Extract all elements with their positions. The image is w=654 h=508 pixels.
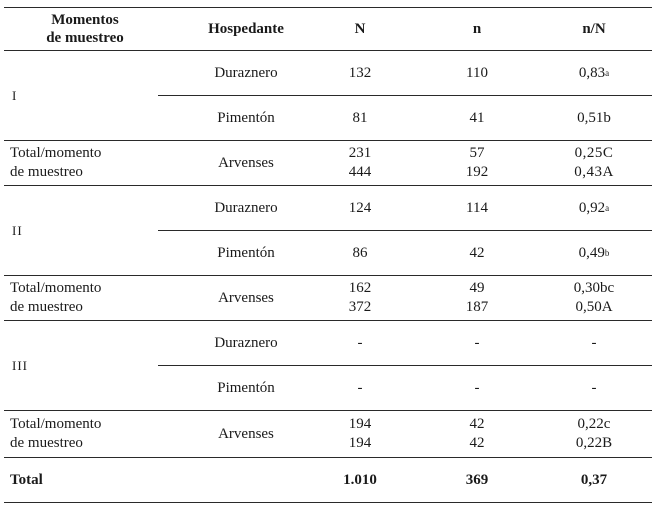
table-row-total [4,411,652,457]
table-row-grand-total [4,458,652,502]
N-value: 444 [348,164,372,180]
total-label-line2: de muestreo [10,299,83,315]
N-value: 194 [348,435,372,451]
ratio-value: 0,92 [578,199,606,216]
total-label-line2: de muestreo [10,164,83,180]
n-cell: 110 [466,64,488,81]
n-value: 187 [465,299,489,315]
grand-total-N: 1.010 [343,471,377,488]
host-cell: Duraznero [214,199,278,216]
grand-total-label: Total [10,471,43,488]
n-value: 42 [469,435,485,451]
ratio-value: 0,22c [577,416,611,432]
N-cell: 81 [352,109,368,126]
n-cell [419,276,535,320]
N-cell [304,276,416,320]
n-cell: 114 [466,199,488,216]
ratio-cell [539,276,649,320]
N-value: 372 [348,299,372,315]
ratio-cell: 0,92 a [578,199,610,216]
n-cell: - [474,379,480,396]
table-row [4,96,652,140]
ratio-value: 0,43A [574,164,614,180]
host-cell: Duraznero [214,334,278,351]
host-cell: Arvenses [218,154,274,171]
header-momentos-line1: Momentos [51,12,119,28]
moment-label: III [12,357,28,373]
total-label-line2: de muestreo [10,435,83,451]
table-bottom-rule [4,502,652,503]
total-label-line1: Total/momento [10,416,102,432]
total-label [10,411,160,457]
total-label [10,276,160,320]
ratio-cell: 0,51b [577,109,611,126]
n-value: 42 [469,416,485,432]
ratio-value: 0,30bc [573,280,615,296]
table-row [4,366,652,410]
table-row-total [4,141,652,185]
table-row-total [4,276,652,320]
header-ratio: n/N [582,20,606,37]
moment-label: I [12,87,18,103]
moment-label: II [12,222,23,238]
ratio-value: 0,22B [575,435,613,451]
table-row [4,231,652,275]
N-cell: 124 [348,199,372,216]
N-cell: 86 [352,244,368,261]
total-label-line1: Total/momento [10,145,102,161]
ratio-cell: - [591,334,597,351]
ratio-cell: - [591,379,597,396]
ratio-value: 0,50A [575,299,613,315]
n-cell: - [474,334,480,351]
table-header-row [4,8,652,50]
N-value: 194 [348,416,372,432]
grand-total-n: 369 [465,471,489,488]
ratio-value: 0,83 [578,64,606,81]
ratio-cell: 0,49 b [578,244,610,261]
n-cell [419,141,535,185]
n-cell [419,411,535,457]
host-cell: Pimentón [217,244,275,261]
host-cell: Pimentón [217,379,275,396]
N-value: 231 [348,145,372,161]
N-cell: - [357,334,363,351]
total-label-line1: Total/momento [10,280,102,296]
grand-total-ratio: 0,37 [580,471,608,488]
host-cell: Arvenses [218,425,274,442]
table-row [4,321,652,365]
host-cell: Duraznero [214,64,278,81]
table-row [4,51,652,95]
n-value: 49 [469,280,485,296]
N-cell: 132 [348,64,372,81]
header-n: n [472,20,482,37]
host-cell: Pimentón [217,109,275,126]
header-momentos [10,8,160,50]
n-value: 192 [465,164,489,180]
N-value: 162 [348,280,372,296]
n-value: 57 [469,145,485,161]
header-hospedante: Hospedante [208,20,284,37]
table-row [4,186,652,230]
n-cell: 41 [469,109,485,126]
n-cell: 42 [469,244,485,261]
N-cell [304,141,416,185]
host-cell: Arvenses [218,289,274,306]
total-label [10,141,160,185]
ratio-value: 0,49 [578,244,605,261]
ratio-cell [539,411,649,457]
header-momentos-line2: de muestreo [46,30,124,46]
N-cell [304,411,416,457]
ratio-cell [539,141,649,185]
ratio-cell: 0,83 a [578,64,610,81]
ratio-value: 0,25C [574,145,614,161]
header-N: N [354,20,366,37]
N-cell: - [357,379,363,396]
